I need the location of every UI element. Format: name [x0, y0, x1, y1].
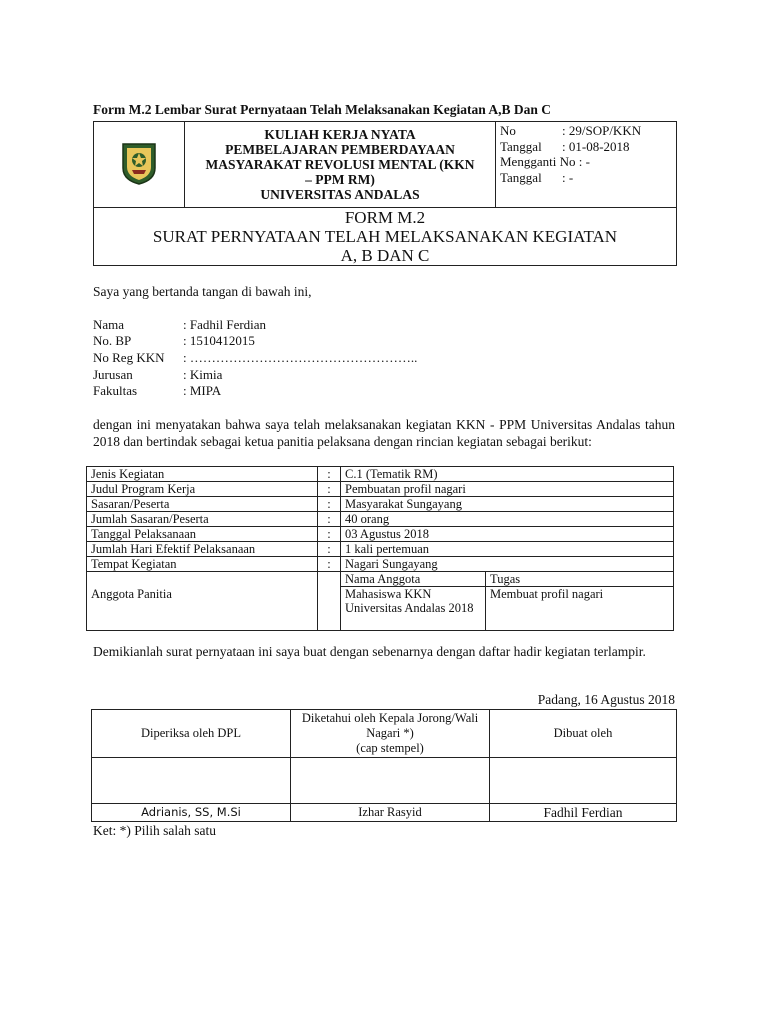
signature-space [490, 758, 677, 804]
institution-line: KULIAH KERJA NYATA [264, 127, 416, 142]
institution-name [185, 122, 496, 208]
signature-heading: Diketahui oleh Kepala Jorong/Wali Nagari *) [301, 711, 479, 740]
panitia-header-row [87, 572, 674, 587]
detail-value: Nagari Sungayang [341, 557, 674, 572]
signature-heading: Diperiksa oleh DPL [92, 710, 291, 758]
table-row [87, 482, 674, 497]
detail-label: Jumlah Hari Efektif Pelaksanaan [87, 542, 318, 557]
meta-label: No [500, 123, 516, 138]
meta-value: : - [578, 154, 590, 169]
detail-value: C.1 (Tematik RM) [341, 467, 674, 482]
form-code: FORM M.2 [344, 208, 426, 227]
institution-line: MASYARAKAT REVOLUSI MENTAL (KKN [205, 157, 475, 172]
table-row [87, 557, 674, 572]
panitia-member-header: Nama Anggota [341, 572, 486, 587]
signature-space [291, 758, 490, 804]
signature-table [91, 709, 677, 822]
statement-paragraph: dengan ini menyatakan bahwa saya telah melaksanakan kegiatan KKN - PPM Universitas Andalas tahun 2018 dan bertindak sebagai ketua panitia pelaksana dengan rincian kegiatan sebagai berikut: [93, 417, 675, 449]
detail-label: Tanggal Pelaksanaan [87, 527, 318, 542]
meta-label: Tanggal [500, 169, 542, 185]
meta-label: Mengganti No [500, 154, 576, 169]
identity-value: : Kimia [183, 367, 223, 382]
closing-paragraph: Demikianlah surat pernyataan ini saya buat dengan sebenarnya dengan daftar hadir kegiatan terlampir. [93, 644, 646, 659]
identity-label: Fakultas [93, 383, 138, 398]
table-row [87, 467, 674, 482]
stamp-note: (cap stempel) [356, 741, 424, 755]
form-title: SURAT PERNYATAAN TELAH MELAKSANAKAN KEGIATAN [152, 227, 618, 246]
panitia-member: Mahasiswa KKN Universitas Andalas 2018 [341, 587, 486, 631]
table-row [92, 758, 677, 804]
detail-label: Jenis Kegiatan [87, 467, 318, 482]
detail-value: 40 orang [341, 512, 674, 527]
activity-details-table [86, 466, 674, 631]
meta-value: : 29/SOP/KKN [562, 123, 642, 138]
institution-line: – PPM RM) [305, 172, 375, 187]
identity-label: Nama [93, 317, 125, 332]
signature-heading-cell [291, 710, 490, 758]
detail-value: Masyarakat Sungayang [341, 497, 674, 512]
table-row [92, 804, 677, 822]
meta-value: : 01-08-2018 [562, 138, 630, 154]
detail-label: Sasaran/Peserta [87, 497, 318, 512]
meta-label: Tanggal [500, 138, 542, 154]
form-title-cell [94, 208, 677, 266]
identity-label: Jurusan [93, 367, 133, 382]
document-meta [496, 122, 677, 208]
signature-space [92, 758, 291, 804]
footnote: Ket: *) Pilih salah satu [93, 823, 216, 838]
detail-value: 1 kali pertemuan [341, 542, 674, 557]
detail-colon: : [318, 542, 341, 557]
detail-value: 03 Agustus 2018 [341, 527, 674, 542]
intro-text: Saya yang bertanda tangan di bawah ini, [93, 284, 312, 299]
signature-heading: Dibuat oleh [490, 710, 677, 758]
table-row [87, 512, 674, 527]
detail-colon: : [318, 512, 341, 527]
detail-label: Tempat Kegiatan [87, 557, 318, 572]
place-date: Padang, 16 Agustus 2018 [537, 692, 675, 707]
panitia-label: Anggota Panitia [91, 587, 172, 601]
signatory-name: Adrianis, SS, M.Si [92, 804, 291, 822]
detail-colon: : [318, 482, 341, 497]
detail-colon: : [318, 467, 341, 482]
table-row [92, 710, 677, 758]
detail-colon: : [318, 557, 341, 572]
identity-value: : MIPA [183, 383, 222, 398]
identity-label: No Reg KKN [93, 350, 165, 365]
panitia-label-cell [87, 572, 318, 631]
table-row [87, 527, 674, 542]
document-title: Form M.2 Lembar Surat Pernyataan Telah Melaksanakan Kegiatan A,B Dan C [93, 102, 552, 117]
detail-colon: : [318, 497, 341, 512]
institution-line: PEMBELAJARAN PEMBERDAYAAN [225, 142, 455, 157]
logo-cell [94, 122, 185, 208]
detail-label: Jumlah Sasaran/Peserta [87, 512, 318, 527]
detail-label: Judul Program Kerja [87, 482, 318, 497]
signatory-name: Fadhil Ferdian [490, 804, 677, 822]
meta-value: : - [562, 169, 574, 185]
identity-value: : Fadhil Ferdian [183, 317, 267, 332]
university-logo-icon [119, 140, 159, 186]
institution-line: UNIVERSITAS ANDALAS [260, 187, 420, 202]
table-row [87, 497, 674, 512]
detail-colon: : [318, 527, 341, 542]
table-row [87, 542, 674, 557]
panitia-colon-cell [318, 572, 341, 631]
panitia-task-header: Tugas [486, 572, 674, 587]
identity-label: No. BP [93, 333, 132, 348]
identity-value: : 1510412015 [183, 333, 255, 348]
detail-value: Pembuatan profil nagari [341, 482, 674, 497]
form-title: A, B DAN C [340, 246, 430, 265]
panitia-task: Membuat profil nagari [486, 587, 674, 631]
header-table [93, 121, 677, 266]
signatory-name: Izhar Rasyid [291, 804, 490, 822]
identity-value: : …………………………………………….. [183, 350, 418, 365]
